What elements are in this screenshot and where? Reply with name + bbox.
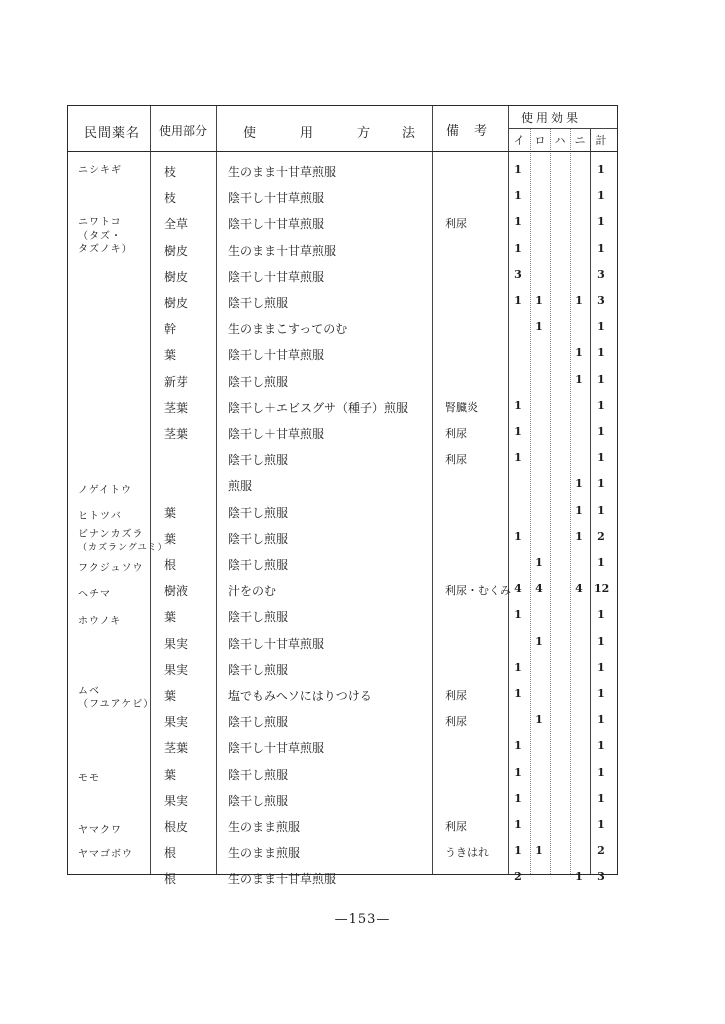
remedy-name: ビナンカズラ bbox=[78, 529, 144, 541]
remedy-name: ノゲイトウ bbox=[78, 484, 132, 496]
table-row bbox=[68, 399, 619, 425]
table-row bbox=[68, 608, 619, 634]
note-cell: 利尿・むくみ bbox=[445, 584, 511, 598]
effect-i-cell: 1 bbox=[514, 189, 522, 203]
effect-ni-cell: 1 bbox=[575, 477, 583, 491]
table-row bbox=[68, 792, 619, 818]
table-row bbox=[68, 320, 619, 346]
part-cell: 樹皮 bbox=[164, 296, 189, 310]
effect-ro-cell: 1 bbox=[535, 294, 543, 307]
part-cell: 果実 bbox=[164, 636, 189, 651]
page-number: —153— bbox=[334, 912, 391, 927]
effect-i-cell: 1 bbox=[514, 215, 522, 229]
method-cell: 陰干し煎服 bbox=[228, 793, 289, 808]
effect-ro-cell: 4 bbox=[535, 582, 543, 596]
remedy-name: タズノキ） bbox=[78, 243, 133, 255]
method-cell: 陰干し煎服 bbox=[228, 715, 289, 730]
header-name: 民間薬名 bbox=[84, 126, 141, 141]
effect-total-cell: 1 bbox=[597, 634, 605, 648]
table-row bbox=[68, 713, 619, 739]
remedy-name: （フユアケビ） bbox=[78, 699, 155, 711]
method-cell: 陰干し煎服 bbox=[228, 767, 289, 782]
effect-i-cell: 3 bbox=[514, 267, 522, 281]
note-cell: 利尿 bbox=[445, 217, 467, 231]
header-note-2: 考 bbox=[474, 124, 489, 139]
part-cell: 樹皮 bbox=[164, 243, 189, 258]
effect-total-cell: 1 bbox=[597, 556, 605, 569]
method-cell: 塩でもみヘソにはりつける bbox=[228, 689, 372, 703]
effect-total-cell: 1 bbox=[597, 425, 605, 438]
effect-ro-cell: 1 bbox=[535, 713, 543, 727]
header-sub-ni: ニ bbox=[574, 134, 586, 147]
part-cell: 葉 bbox=[164, 689, 177, 703]
method-cell: 陰干し十甘草煎服 bbox=[228, 348, 325, 363]
note-cell: 利尿 bbox=[445, 427, 467, 440]
effect-ni-cell: 1 bbox=[575, 372, 583, 386]
method-cell: 陰干し煎服 bbox=[228, 453, 289, 468]
method-cell: 陰干し十甘草煎服 bbox=[228, 636, 325, 651]
table-row bbox=[68, 268, 619, 294]
effect-i-cell: 1 bbox=[514, 294, 522, 307]
table-row bbox=[68, 294, 619, 320]
table-row bbox=[68, 556, 619, 582]
method-cell: 生のまま十甘草煎服 bbox=[228, 243, 337, 258]
remedy-name: ホウノキ bbox=[78, 615, 122, 627]
table-row bbox=[68, 373, 619, 399]
effect-ni-cell: 1 bbox=[575, 870, 583, 884]
note-cell: 利尿 bbox=[445, 689, 467, 702]
remedy-name: ムベ bbox=[78, 686, 100, 698]
method-cell: 生のまま十甘草煎服 bbox=[228, 165, 337, 179]
effect-total-cell: 3 bbox=[597, 294, 605, 307]
note-cell: 利尿 bbox=[445, 715, 467, 729]
effect-i-cell: 1 bbox=[514, 529, 522, 543]
table-row bbox=[68, 766, 619, 792]
remedy-name: （カズラングユミ） bbox=[78, 543, 168, 554]
table-row bbox=[68, 870, 619, 896]
effect-total-cell: 3 bbox=[597, 870, 605, 884]
effect-total-cell: 1 bbox=[597, 372, 605, 386]
effect-ni-cell: 1 bbox=[575, 346, 583, 360]
effect-total-cell: 2 bbox=[597, 529, 605, 543]
method-cell: 生のままこすってのむ bbox=[228, 322, 348, 337]
method-cell: 陰干し煎服 bbox=[228, 374, 289, 389]
table-row bbox=[68, 504, 619, 530]
effect-total-cell: 1 bbox=[597, 215, 605, 229]
effect-total-cell: 1 bbox=[597, 791, 605, 805]
method-cell: 陰干し煎服 bbox=[228, 662, 289, 677]
table-row bbox=[68, 739, 619, 765]
table-row bbox=[68, 661, 619, 687]
header-note-1: 備 bbox=[446, 124, 461, 139]
table-row bbox=[68, 346, 619, 372]
effect-ni-cell: 1 bbox=[575, 529, 583, 543]
method-cell: 陰干し＋甘草煎服 bbox=[228, 427, 325, 441]
note-cell: 利尿 bbox=[445, 453, 467, 467]
note-cell: 利尿 bbox=[445, 820, 467, 833]
part-cell: 茎葉 bbox=[164, 400, 189, 415]
table-row bbox=[68, 582, 619, 608]
part-cell: 葉 bbox=[164, 505, 177, 520]
header-method-1: 使 bbox=[243, 126, 258, 141]
method-cell: 陰干し十甘草煎服 bbox=[228, 191, 325, 206]
header-divider bbox=[68, 151, 617, 152]
header-effect: 使用効果 bbox=[521, 111, 582, 125]
method-cell: 陰干し煎服 bbox=[228, 296, 289, 310]
effect-total-cell: 1 bbox=[597, 189, 605, 203]
table-row bbox=[68, 425, 619, 451]
effect-total-cell: 1 bbox=[597, 713, 605, 727]
header-method-3: 方 bbox=[357, 126, 372, 141]
remedy-name: モモ bbox=[78, 772, 100, 784]
effect-total-cell: 1 bbox=[597, 765, 605, 779]
effect-ro-cell: 1 bbox=[535, 320, 543, 334]
method-cell: 陰干し煎服 bbox=[228, 505, 289, 520]
part-cell: 葉 bbox=[164, 767, 177, 782]
note-cell: 腎臓炎 bbox=[445, 400, 478, 414]
effect-total-cell: 1 bbox=[597, 477, 605, 491]
part-cell: 樹液 bbox=[164, 584, 189, 599]
part-cell: 根皮 bbox=[164, 820, 189, 834]
effect-i-cell: 2 bbox=[514, 870, 522, 884]
part-cell: 葉 bbox=[164, 348, 177, 363]
part-cell: 葉 bbox=[164, 610, 177, 625]
part-cell: 枝 bbox=[164, 165, 177, 179]
table-row bbox=[68, 215, 619, 241]
effect-total-cell: 1 bbox=[597, 398, 605, 412]
header-sub-total: 計 bbox=[595, 134, 607, 147]
remedy-name: （タズ・ bbox=[78, 230, 122, 242]
effect-i-cell: 1 bbox=[514, 739, 522, 753]
method-cell: 陰干し煎服 bbox=[228, 610, 289, 625]
effect-i-cell: 1 bbox=[514, 660, 522, 674]
remedy-table bbox=[67, 105, 618, 887]
effect-total-cell: 1 bbox=[597, 503, 605, 517]
effect-total-cell: 2 bbox=[597, 844, 605, 858]
effect-total-cell: 1 bbox=[597, 687, 605, 700]
method-cell: 陰干し＋エビスグサ（種子）煎服 bbox=[228, 400, 409, 415]
effect-i-cell: 1 bbox=[514, 398, 522, 412]
part-cell: 茎葉 bbox=[164, 741, 189, 756]
header-part: 使用部分 bbox=[159, 124, 208, 138]
effect-i-cell: 1 bbox=[514, 687, 522, 700]
part-cell: 全草 bbox=[164, 217, 189, 232]
part-cell: 根 bbox=[164, 558, 177, 572]
remedy-name: ニシキギ bbox=[78, 165, 122, 176]
effect-total-cell: 3 bbox=[597, 267, 605, 281]
effect-ni-cell: 1 bbox=[575, 294, 583, 307]
header-sub-ro: ロ bbox=[534, 134, 546, 147]
effect-total-cell: 1 bbox=[597, 320, 605, 334]
part-cell: 果実 bbox=[164, 715, 189, 730]
effect-i-cell: 1 bbox=[514, 844, 522, 858]
effect-ro-cell: 1 bbox=[535, 844, 543, 858]
effect-ro-cell: 1 bbox=[535, 634, 543, 648]
effect-i-cell: 1 bbox=[514, 608, 522, 622]
method-cell: 汁をのむ bbox=[228, 584, 277, 599]
method-cell: 生のまま煎服 bbox=[228, 846, 301, 861]
remedy-name: ヘチマ bbox=[78, 589, 111, 601]
part-cell: 茎葉 bbox=[164, 427, 189, 441]
method-cell: 陰干し煎服 bbox=[228, 531, 289, 546]
method-cell: 陰干し煎服 bbox=[228, 558, 289, 572]
header-divider bbox=[508, 128, 617, 129]
header-sub-ha: ハ bbox=[554, 134, 566, 147]
table-row bbox=[68, 163, 619, 189]
effect-i-cell: 1 bbox=[514, 241, 522, 255]
effect-ni-cell: 1 bbox=[575, 503, 583, 517]
remedy-name: ヤマゴボウ bbox=[78, 848, 133, 860]
method-cell: 陰干し十甘草煎服 bbox=[228, 217, 325, 232]
method-cell: 生のまま煎服 bbox=[228, 820, 301, 834]
effect-total-cell: 1 bbox=[597, 451, 605, 465]
effect-total-cell: 1 bbox=[597, 739, 605, 753]
part-cell: 果実 bbox=[164, 793, 189, 808]
part-cell: 樹皮 bbox=[164, 269, 189, 284]
header-method-4: 法 bbox=[402, 126, 417, 141]
part-cell: 新芽 bbox=[164, 374, 189, 389]
part-cell: 根 bbox=[164, 846, 177, 861]
table-row bbox=[68, 477, 619, 503]
method-cell: 生のまま十甘草煎服 bbox=[228, 872, 337, 887]
part-cell: 根 bbox=[164, 872, 177, 887]
effect-total-cell: 1 bbox=[597, 346, 605, 360]
method-cell: 陰干し十甘草煎服 bbox=[228, 269, 325, 284]
effect-i-cell: 1 bbox=[514, 765, 522, 779]
part-cell: 枝 bbox=[164, 191, 177, 206]
method-cell: 煎服 bbox=[228, 479, 253, 494]
part-cell: 果実 bbox=[164, 662, 189, 677]
header-sub-i: イ bbox=[513, 134, 525, 147]
effect-i-cell: 1 bbox=[514, 425, 522, 438]
effect-total-cell: 1 bbox=[597, 818, 605, 831]
table-row bbox=[68, 189, 619, 215]
effect-total-cell: 1 bbox=[597, 241, 605, 255]
effect-ro-cell: 1 bbox=[535, 556, 543, 569]
effect-i-cell: 1 bbox=[514, 451, 522, 465]
table-row bbox=[68, 451, 619, 477]
table-row bbox=[68, 635, 619, 661]
table-row bbox=[68, 818, 619, 844]
effect-i-cell: 4 bbox=[514, 582, 522, 596]
header-method-2: 用 bbox=[300, 126, 315, 141]
remedy-name: ヤマクワ bbox=[78, 825, 122, 837]
remedy-name: フクジュソウ bbox=[78, 563, 144, 575]
effect-total-cell: 1 bbox=[597, 608, 605, 622]
effect-total-cell: 1 bbox=[597, 163, 605, 176]
effect-ni-cell: 4 bbox=[575, 582, 583, 596]
effect-i-cell: 1 bbox=[514, 163, 522, 176]
effect-total-cell: 1 bbox=[597, 660, 605, 674]
method-cell: 陰干し十甘草煎服 bbox=[228, 741, 325, 756]
effect-i-cell: 1 bbox=[514, 818, 522, 831]
remedy-name: ニワトコ bbox=[78, 217, 122, 229]
table-row bbox=[68, 844, 619, 870]
effect-i-cell: 1 bbox=[514, 791, 522, 805]
table-row bbox=[68, 242, 619, 268]
part-cell: 葉 bbox=[164, 531, 177, 546]
part-cell: 幹 bbox=[164, 322, 177, 337]
note-cell: うきはれ bbox=[445, 846, 489, 860]
effect-total-cell: 12 bbox=[594, 582, 610, 596]
remedy-name: ヒトツバ bbox=[78, 510, 122, 522]
